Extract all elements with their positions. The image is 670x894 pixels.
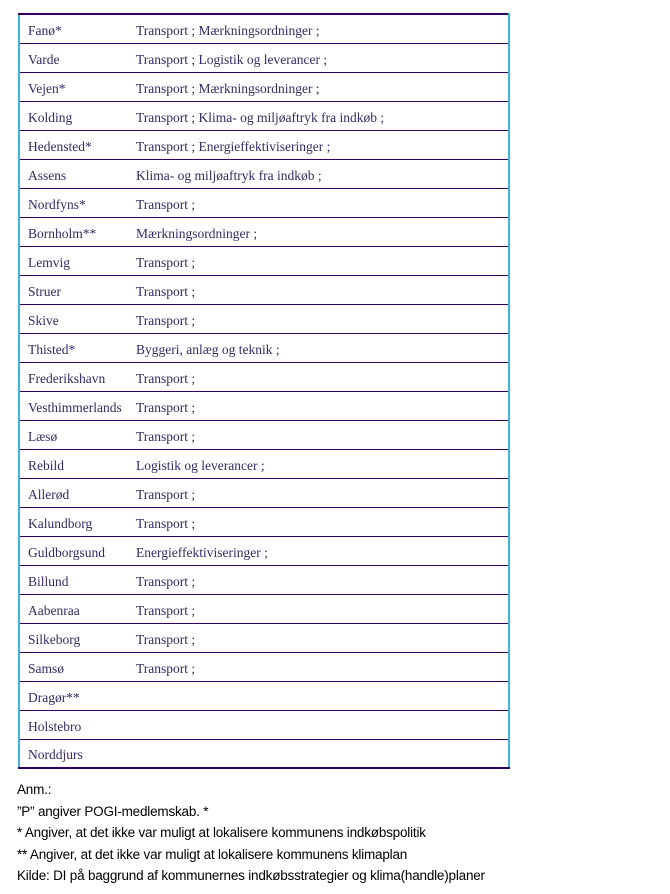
categories-cell: Transport ; xyxy=(126,246,509,275)
table-row xyxy=(19,130,509,159)
municipality-name-cell: Silkeborg xyxy=(19,623,126,652)
municipality-name-cell: Læsø xyxy=(19,420,126,449)
table-row xyxy=(19,739,509,768)
table-row xyxy=(19,275,509,304)
categories-cell: Mærkningsordninger ; xyxy=(126,217,509,246)
municipality-name-cell: Nordfyns* xyxy=(19,188,126,217)
categories-cell: Transport ; xyxy=(126,188,509,217)
municipality-name-cell: Vejen* xyxy=(19,72,126,101)
table-row xyxy=(19,14,509,43)
municipality-name-cell: Skive xyxy=(19,304,126,333)
categories-cell xyxy=(126,739,509,768)
municipality-name-cell: Bornholm** xyxy=(19,217,126,246)
municipality-name-cell: Frederikshavn xyxy=(19,362,126,391)
municipality-name-cell: Dragør** xyxy=(19,681,126,710)
municipality-name-cell: Guldborgsund xyxy=(19,536,126,565)
table-row xyxy=(19,333,509,362)
table-row xyxy=(19,101,509,130)
table-row xyxy=(19,43,509,72)
categories-cell xyxy=(126,681,509,710)
municipality-name-cell: Lemvig xyxy=(19,246,126,275)
categories-cell: Transport ; Klima- og miljøaftryk fra indkøb ; xyxy=(126,101,509,130)
municipality-name-cell: Fanø* xyxy=(19,14,126,43)
table-row xyxy=(19,565,509,594)
table-row xyxy=(19,681,509,710)
categories-cell: Transport ; Energieffektiviseringer ; xyxy=(126,130,509,159)
municipality-name-cell: Vesthimmerlands xyxy=(19,391,126,420)
table-row xyxy=(19,304,509,333)
footnote-one-star: * Angiver, at det ikke var muligt at lokalisere kommunens indkøbspolitik xyxy=(17,825,426,840)
footnote-pogi: ”P” angiver POGI-medlemskab. * xyxy=(17,803,209,819)
categories-cell xyxy=(126,710,509,739)
categories-cell: Klima- og miljøaftryk fra indkøb ; xyxy=(126,159,509,188)
table-row xyxy=(19,623,509,652)
municipality-name-cell: Thisted* xyxy=(19,333,126,362)
categories-cell: Transport ; xyxy=(126,304,509,333)
municipality-name-cell: Kalundborg xyxy=(19,507,126,536)
categories-cell: Transport ; xyxy=(126,275,509,304)
categories-cell: Byggeri, anlæg og teknik ; xyxy=(126,333,509,362)
categories-cell: Transport ; Mærkningsordninger ; xyxy=(126,72,509,101)
municipality-name-cell: Allerød xyxy=(19,478,126,507)
table-row xyxy=(19,391,509,420)
footnote-two-stars: ** Angiver, at det ikke var muligt at lokalisere kommunens klimaplan xyxy=(17,846,408,862)
table-row xyxy=(19,362,509,391)
categories-cell: Transport ; xyxy=(126,594,509,623)
categories-cell: Transport ; Mærkningsordninger ; xyxy=(126,14,509,43)
table-row xyxy=(19,536,509,565)
categories-cell: Transport ; xyxy=(126,362,509,391)
table-footnotes xyxy=(17,779,657,887)
table-row xyxy=(19,594,509,623)
municipality-name-cell: Assens xyxy=(19,159,126,188)
categories-cell: Transport ; xyxy=(126,623,509,652)
municipality-name-cell: Varde xyxy=(19,43,126,72)
footnote-source: Kilde: DI på baggrund af kommunernes indkøbsstrategier og klima(handle)planer xyxy=(17,868,485,883)
categories-cell: Transport ; xyxy=(126,565,509,594)
table-row xyxy=(19,652,509,681)
table-row xyxy=(19,507,509,536)
municipality-name-cell: Holstebro xyxy=(19,710,126,739)
categories-cell: Transport ; xyxy=(126,391,509,420)
categories-cell: Energieffektiviseringer ; xyxy=(126,536,509,565)
categories-cell: Transport ; xyxy=(126,652,509,681)
categories-cell: Transport ; Logistik og leverancer ; xyxy=(126,43,509,72)
municipality-name-cell: Norddjurs xyxy=(19,739,126,768)
table-row xyxy=(19,478,509,507)
table-row xyxy=(19,420,509,449)
table-row xyxy=(19,710,509,739)
table-row xyxy=(19,188,509,217)
footnote-anm-label: Anm.: xyxy=(17,782,52,797)
table-row xyxy=(19,246,509,275)
table-row xyxy=(19,449,509,478)
categories-cell: Transport ; xyxy=(126,478,509,507)
table-body xyxy=(19,14,509,768)
table-row xyxy=(19,217,509,246)
categories-cell: Logistik og leverancer ; xyxy=(126,449,509,478)
municipality-name-cell: Rebild xyxy=(19,449,126,478)
municipality-name-cell: Kolding xyxy=(19,101,126,130)
categories-cell: Transport ; xyxy=(126,507,509,536)
municipality-name-cell: Struer xyxy=(19,275,126,304)
municipality-name-cell: Hedensted* xyxy=(19,130,126,159)
municipality-name-cell: Aabenraa xyxy=(19,594,126,623)
categories-cell: Transport ; xyxy=(126,420,509,449)
municipality-categories-table xyxy=(18,13,510,769)
municipality-name-cell: Samsø xyxy=(19,652,126,681)
municipality-name-cell: Billund xyxy=(19,565,126,594)
table-row xyxy=(19,72,509,101)
table-row xyxy=(19,159,509,188)
